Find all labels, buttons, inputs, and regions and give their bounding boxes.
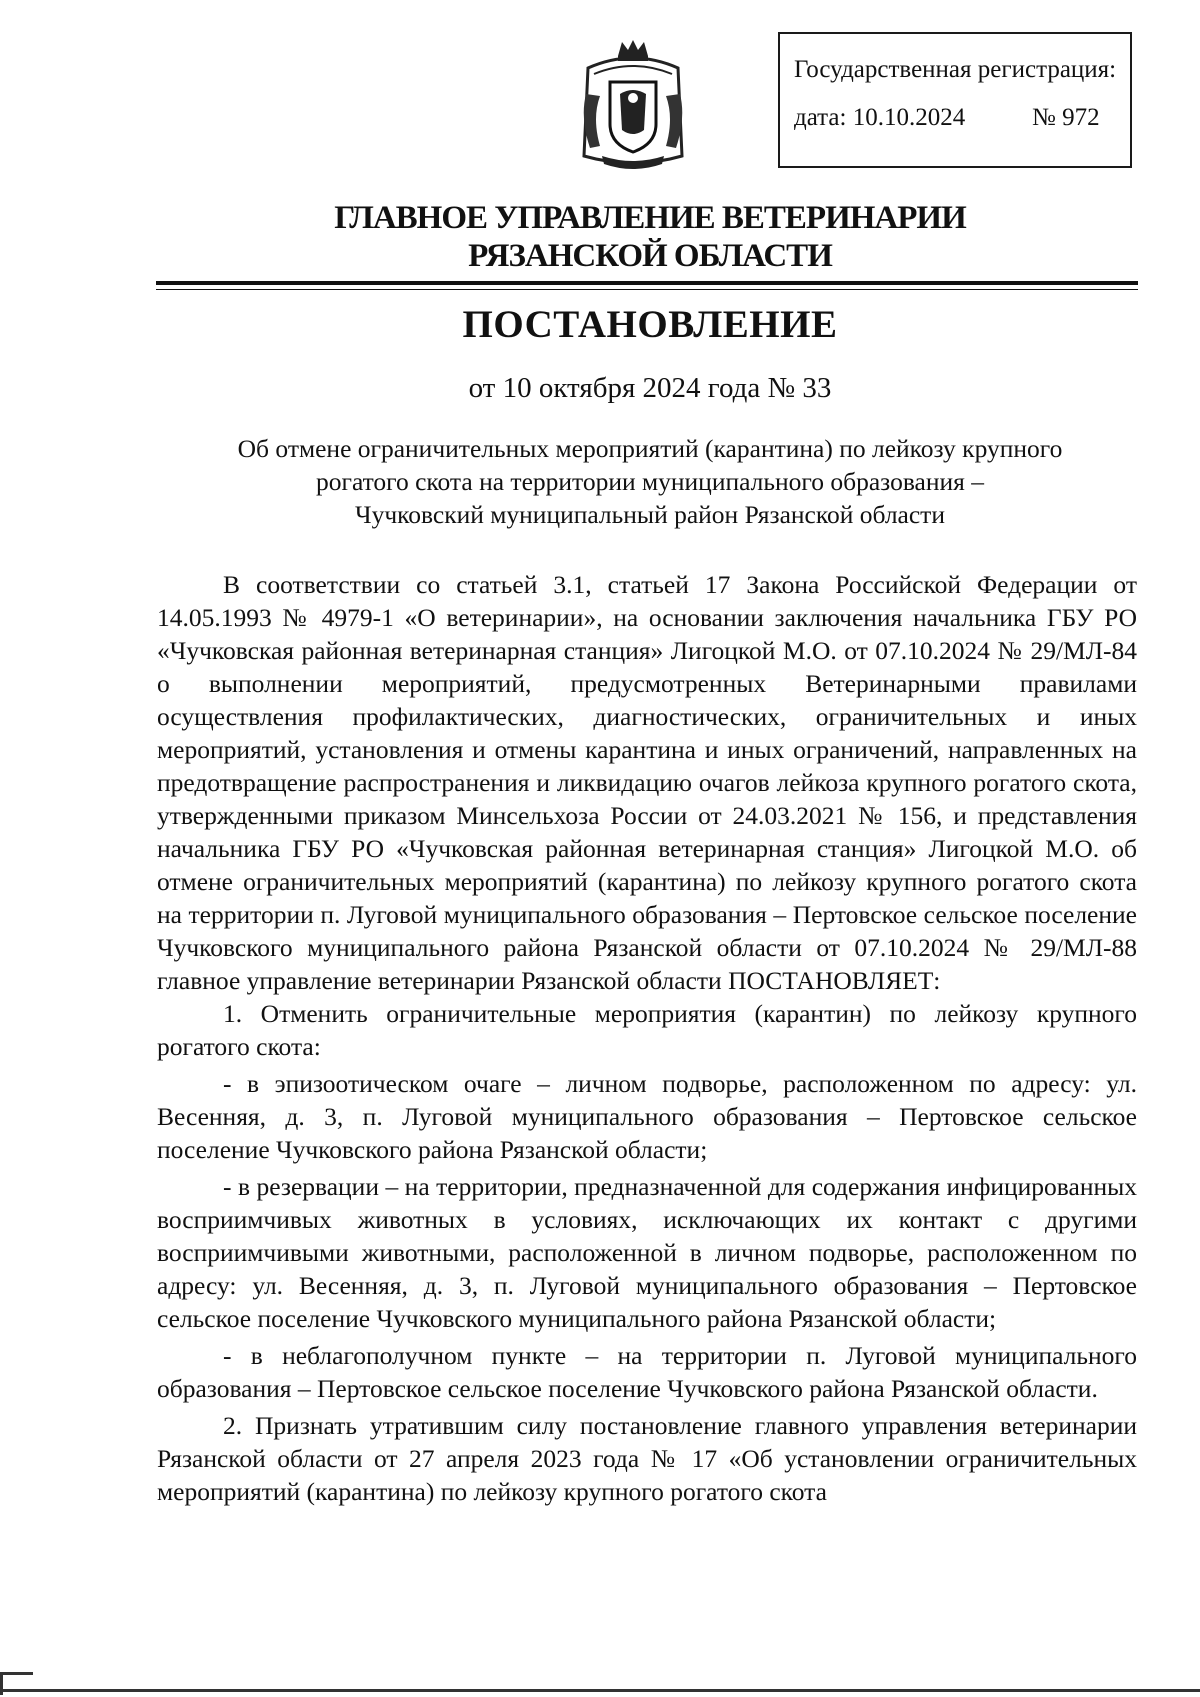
subject-line: рогатого скота на территории муниципального образования – xyxy=(315,467,985,496)
registration-title: Государственная регистрация: xyxy=(794,56,1117,83)
item-1-paragraph: 1. Отменить ограничительные мероприятия (карантин) по лейкозу крупного рогатого скота: xyxy=(157,999,1137,1061)
document-date-number: от 10 октября 2024 года № 33 xyxy=(468,372,832,404)
registration-date: дата: 10.10.2024 xyxy=(794,104,966,131)
scan-edge-line xyxy=(0,1689,1200,1692)
item-1b-paragraph: - в резервации – на территории, предназначенной для содержания инфицированных восприимчивых животных в условиях, исключающих их контакт с другими восприимчивыми животными, расположенной в личном подворье, расположенном по адресу: ул. Весенняя, д. 3, п. Луговой муниципального образования – Пертовское сельское поселение Чучковского муниципального района Рязанской области; xyxy=(157,1172,1137,1333)
coat-of-arms-icon xyxy=(578,38,688,176)
agency-name-line-1: ГЛАВНОЕ УПРАВЛЕНИЕ ВЕТЕРИНАРИИ xyxy=(334,200,966,236)
header-divider-thin xyxy=(156,289,1138,290)
item-1c-paragraph: - в неблагополучном пункте – на территории п. Луговой муниципального образования – Пертовское сельское поселение Чучковского района Рязанской области. xyxy=(157,1341,1137,1403)
header-divider-thick xyxy=(156,281,1138,285)
registration-stamp xyxy=(778,32,1132,168)
scan-corner-mark xyxy=(0,1672,33,1695)
preamble-paragraph: В соответствии со статьей 3.1, статьей 17 Закона Российской Федерации от 14.05.1993 № 4979-1 «О ветеринарии», на основании заключения начальника ГБУ РО «Чучковская районная ветеринарная станция» Лигоцкой М.О. от 07.10.2024 № 29/МЛ-84 о выполнении мероприятий, предусмотренных Ветеринарными правилами осуществления профилактических, диагностических, ограничительных и иных мероприятий, установления и отмены карантина и иных ограничений, направленных на предотвращение распространения и ликвидацию очагов лейкоза крупного рогатого скота, утвержденными приказом Минсельхоза России от 24.03.2021 № 156, и представления начальника ГБУ РО «Чучковская районная ветеринарная станция» Лигоцкой М.О. об отмене ограничительных мероприятий (карантина) по лейкозу крупного рогатого скота на территории п. Луговой муниципального образования – Пертовское сельское поселение Чучковского муниципального района Рязанской области от 07.10.2024 № 29/МЛ-88 главное управление ветеринарии Рязанской области ПОСТАНОВЛЯЕТ: xyxy=(157,570,1137,995)
item-1a-paragraph: - в эпизоотическом очаге – личном подворье, расположенном по адресу: ул. Весенняя, д. 3, п. Луговой муниципального образования – Пертовское сельское поселение Чучковского района Рязанской области; xyxy=(157,1069,1137,1164)
item-2-paragraph: 2. Признать утратившим силу постановление главного управления ветеринарии Рязанской области от 27 апреля 2023 года № 17 «Об установлении ограничительных мероприятий (карантина) по лейкозу крупного рогатого скота xyxy=(157,1411,1137,1506)
document-body xyxy=(157,568,1137,1508)
document-subject xyxy=(150,432,1150,531)
document-type: ПОСТАНОВЛЕНИЕ xyxy=(462,303,838,346)
subject-line: Об отмене ограничительных мероприятий (карантина) по лейкозу крупного xyxy=(237,434,1063,463)
registration-number: № 972 xyxy=(1032,104,1100,131)
subject-line: Чучковский муниципальный район Рязанской области xyxy=(355,500,945,529)
agency-name-line-2: РЯЗАНСКОЙ ОБЛАСТИ xyxy=(468,238,832,274)
